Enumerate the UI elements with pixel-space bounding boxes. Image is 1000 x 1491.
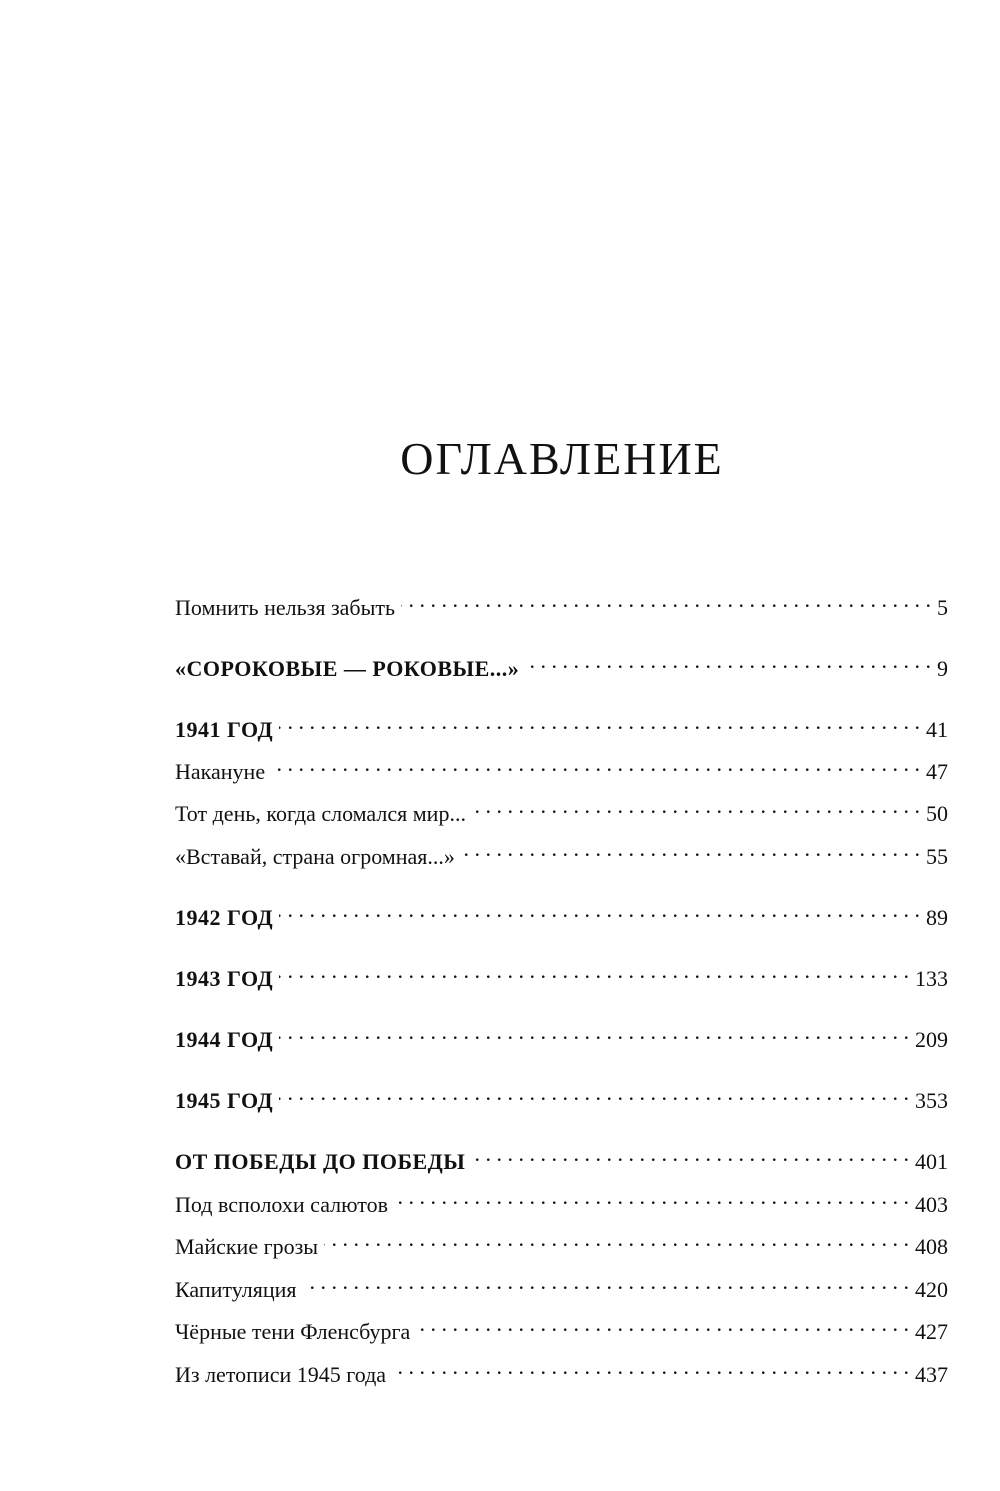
dot-leader [394,1182,909,1212]
toc-section-title: 1945 ГОД [175,1088,274,1113]
toc-entry-page: 437 [915,1362,948,1387]
toc-entry-page: 5 [937,595,948,620]
toc-section [175,707,948,742]
toc-section-page: 9 [937,656,948,681]
toc-entry-page: 408 [915,1234,948,1259]
toc-section-page: 209 [915,1027,948,1052]
toc-entry-title: Накануне [175,759,266,784]
toc-section [175,1017,948,1052]
toc-entry-title: Под всполохи салютов [175,1192,388,1217]
toc-entry-title: «Вставай, страна огромная...» [175,844,455,869]
toc-entry-title: Помнить нельзя забыть [175,595,396,620]
dot-leader [279,1017,909,1047]
toc-entry-page: 427 [915,1319,948,1344]
toc-section [175,646,948,681]
toc-section-page: 133 [915,966,948,991]
toc-entry [175,1309,948,1344]
dot-leader [525,646,931,676]
toc-section-page: 41 [926,717,948,742]
toc-entry-page: 403 [915,1192,948,1217]
toc-entry-title: Из летописи 1945 года [175,1362,387,1387]
toc-entry-title: Чёрные тени Фленсбурга [175,1319,411,1344]
toc-entry [175,1352,948,1387]
toc-section [175,895,948,930]
dot-leader [416,1309,909,1339]
toc-entry [175,1267,948,1302]
toc-section-page: 401 [915,1149,948,1174]
page-title: ОГЛАВЛЕНИЕ [400,433,724,484]
toc-section-title: ОТ ПОБЕДЫ ДО ПОБЕДЫ [175,1149,466,1174]
toc-entry [175,1224,948,1259]
toc-entry-page: 50 [926,801,948,826]
toc-section [175,956,948,991]
toc-section-title: 1944 ГОД [175,1027,274,1052]
dot-leader [271,749,920,779]
toc-entry [175,1182,948,1217]
dot-leader [392,1352,909,1382]
toc-entry-page: 55 [926,844,948,869]
toc-section-title: 1942 ГОД [175,905,274,930]
dot-leader [461,834,920,864]
toc-entry-title: Майские грозы [175,1234,319,1259]
toc-section-page: 89 [926,905,948,930]
dot-leader [279,895,920,925]
dot-leader [471,1139,909,1169]
toc-section-title: 1943 ГОД [175,966,274,991]
toc-section-title: «СОРОКОВЫЕ — РОКОВЫЕ...» [175,656,520,681]
dot-leader [324,1224,909,1254]
toc-section-page: 353 [915,1088,948,1113]
toc-section-title: 1941 ГОД [175,717,274,742]
toc-entry [175,791,948,826]
toc-entry-title: Капитуляция [175,1277,297,1302]
toc-entry-title: Тот день, когда сломался мир... [175,801,466,826]
toc-section [175,1139,948,1174]
dot-leader [279,707,920,737]
dot-leader [472,791,920,821]
toc-entry-page: 47 [926,759,948,784]
dot-leader [303,1267,909,1297]
toc-entry [175,834,948,869]
toc-entry-page: 420 [915,1277,948,1302]
toc-entry [175,585,948,620]
toc-entry [175,749,948,784]
dot-leader [401,585,931,615]
toc-section [175,1078,948,1113]
dot-leader [279,956,909,986]
dot-leader [279,1078,909,1108]
